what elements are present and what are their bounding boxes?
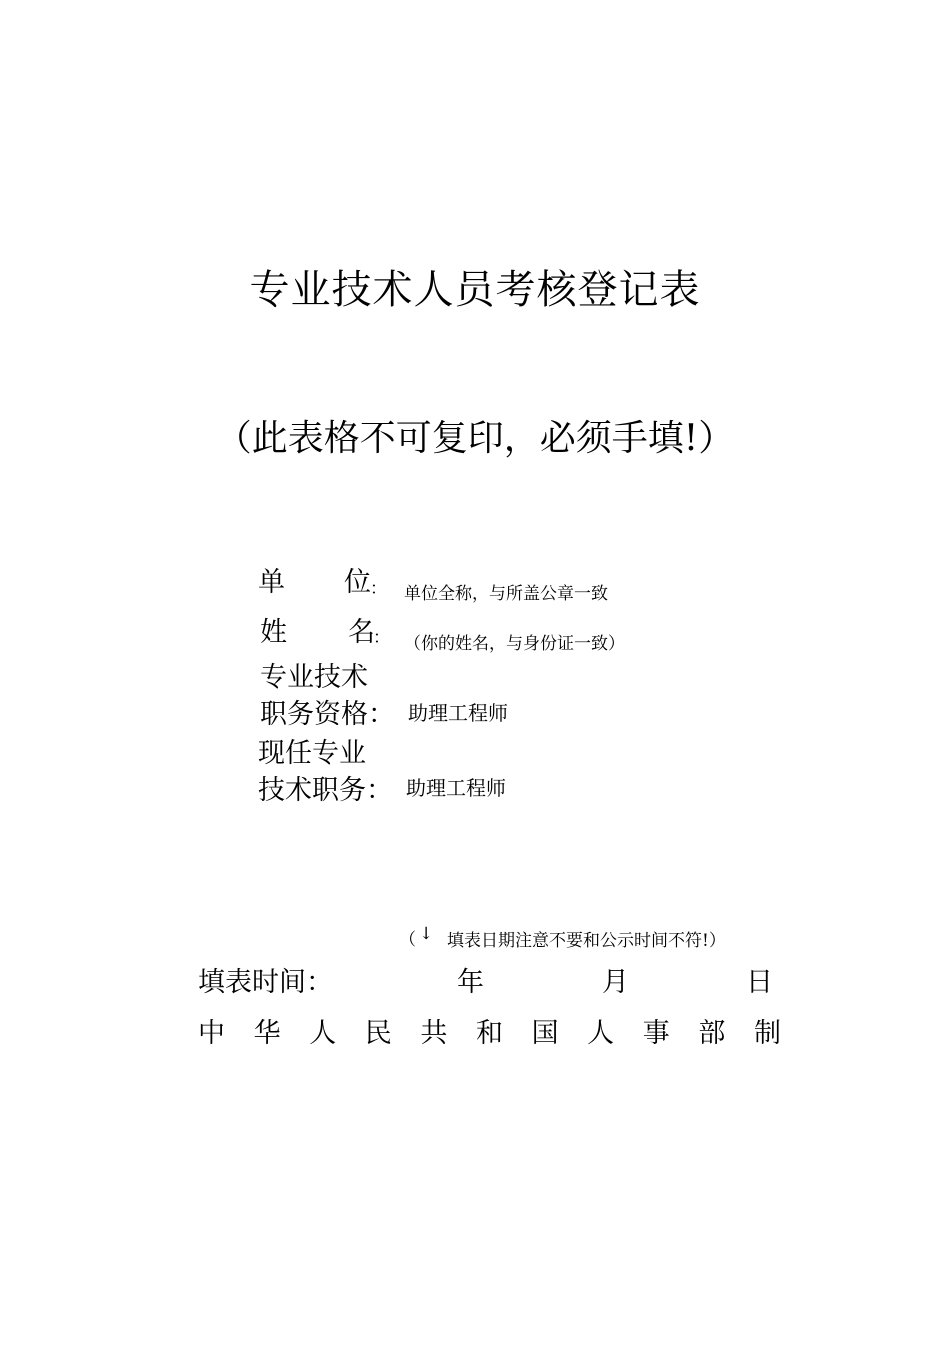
issuer-char: 人: [587, 1018, 615, 1049]
current-post-value: 助理工程师: [406, 776, 506, 800]
qualification-label-line2: 职务资格：: [260, 699, 395, 730]
form-title: 专业技术人员考核登记表: [249, 267, 701, 313]
unit-label-first: 单: [258, 567, 285, 598]
issuer-char: 制: [753, 1018, 781, 1049]
fill-date-day: 日: [746, 967, 773, 998]
qualification-label-line1: 专业技术: [260, 662, 368, 693]
issuer-line: [198, 1011, 810, 1050]
name-label-first: 姓: [260, 617, 287, 648]
fill-date-label: 填表时间：: [198, 967, 333, 998]
issuer-char: 和: [475, 1018, 503, 1049]
down-arrow-icon: ↓: [419, 924, 434, 944]
name-colon: ：: [373, 628, 390, 648]
fill-date-month: 月: [602, 967, 629, 998]
issuer-char: 中: [198, 1018, 225, 1049]
issuer-char: 华: [253, 1018, 281, 1049]
unit-label-second: 位: [344, 567, 371, 598]
name-hint: （你的姓名，与身份证一致）: [404, 634, 625, 654]
unit-colon: ：: [370, 579, 387, 599]
current-post-label-line2: 技术职务：: [258, 775, 393, 806]
issuer-char: 部: [698, 1018, 726, 1049]
unit-hint: 单位全称，与所盖公章一致: [404, 584, 608, 604]
qualification-value: 助理工程师: [408, 701, 508, 725]
issuer-char: 国: [531, 1018, 559, 1049]
issuer-char: 事: [642, 1018, 670, 1049]
issuer-char: 民: [364, 1018, 392, 1049]
current-post-label-line1: 现任专业: [258, 738, 366, 769]
fill-date-year: 年: [457, 967, 484, 998]
issuer-char: 共: [420, 1018, 448, 1049]
date-note-open: （: [399, 930, 416, 950]
form-subtitle: （此表格不可复印，必须手填!）: [215, 418, 735, 459]
issuer-char: 人: [309, 1018, 337, 1049]
date-note-text: 填表日期注意不要和公示时间不符!）: [447, 931, 726, 951]
name-label-second: 名: [348, 617, 375, 648]
